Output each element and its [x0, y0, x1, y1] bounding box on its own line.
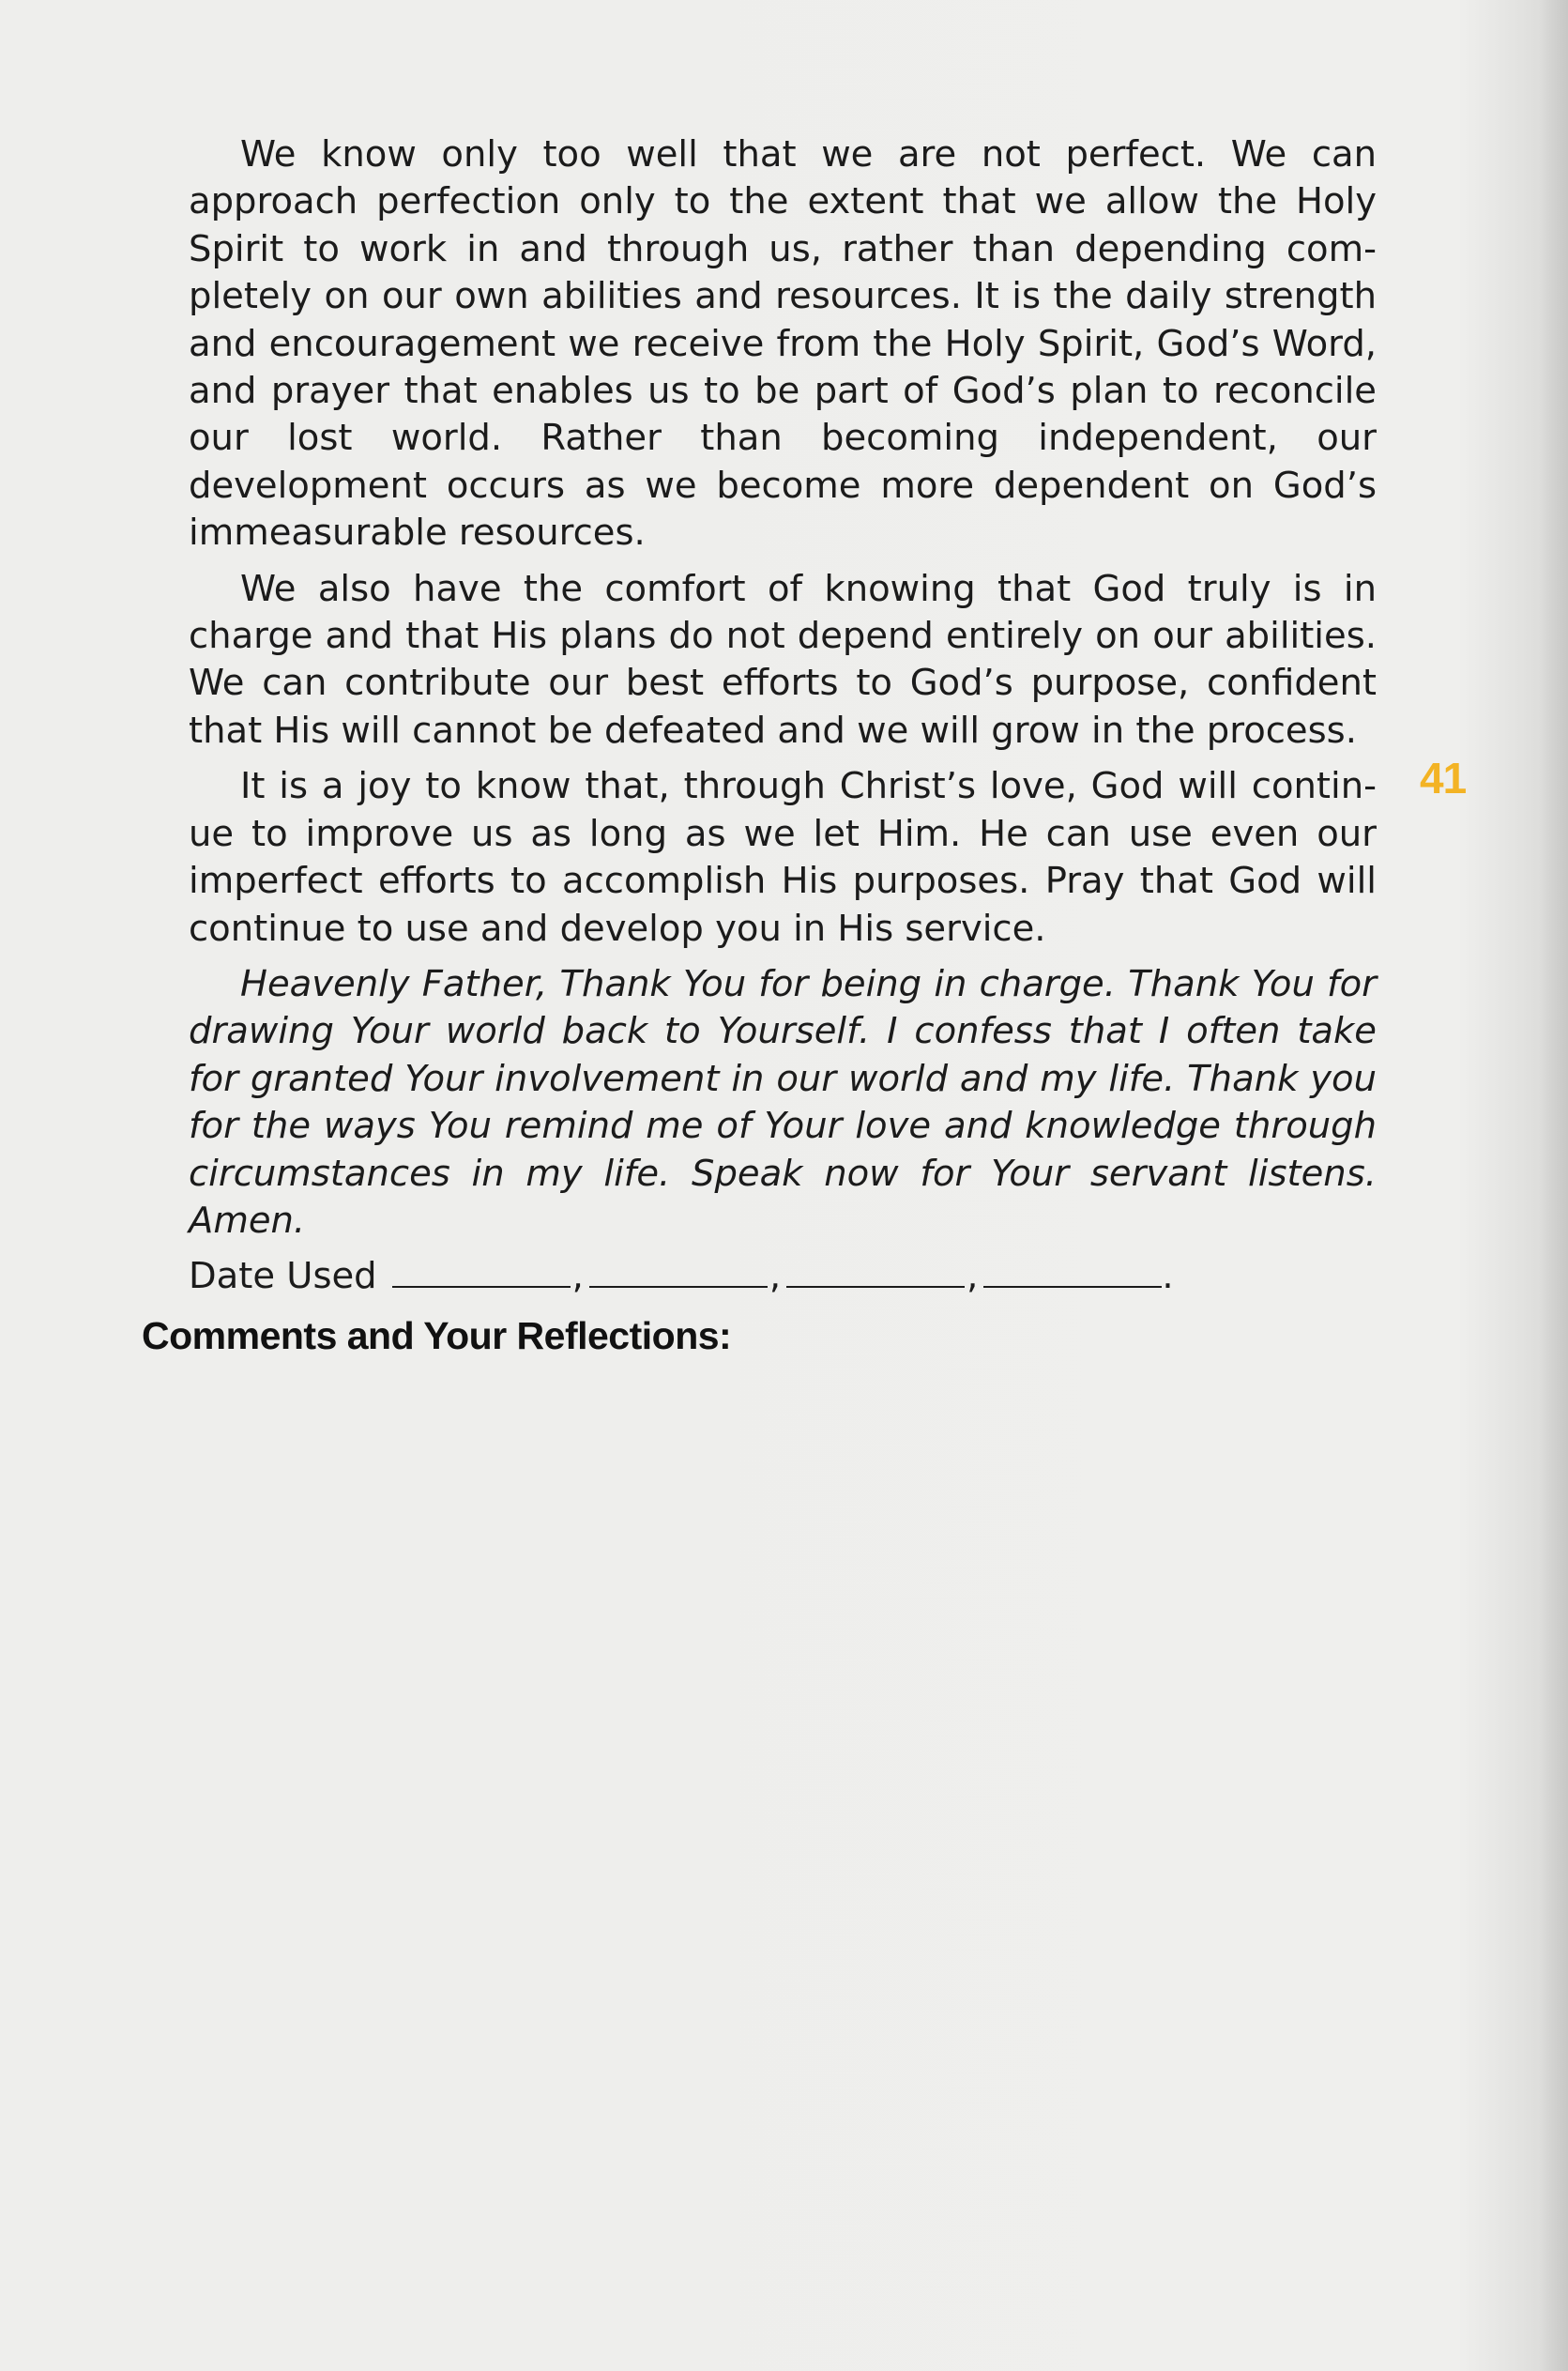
page-edge-shadow	[1540, 0, 1568, 2371]
date-separator-1: ,	[571, 1255, 584, 1298]
date-used-line	[189, 1253, 1377, 1300]
date-separator-2: ,	[769, 1255, 782, 1298]
date-blank-4[interactable]	[983, 1254, 1162, 1288]
comments-heading: Comments and Your Reflections:	[142, 1314, 732, 1357]
date-used-label: Date Used	[189, 1255, 377, 1298]
date-blank-3[interactable]	[786, 1254, 965, 1288]
date-blank-2[interactable]	[589, 1254, 768, 1288]
date-terminator: .	[1162, 1255, 1174, 1298]
date-separator-3: ,	[967, 1255, 979, 1298]
prayer-paragraph: Heavenly Father, Thank You for being in charge. Thank You for drawing Your world back to Yourself. I confess that I often take for granted Your involvement in our world and my life. Thank you for the ways You remind me of Your love and knowledge through circumstances in my life. Speak now for Your servant listens. Amen.	[189, 962, 1377, 1242]
body-text	[189, 131, 1377, 1301]
paragraph-3: It is a joy to know that, through Christ’s love, God will continue to improve us as long as we let Him. He can use even our imperfect efforts to accomplish His purposes. Pray that God will continue to use and develop you in His service.	[189, 765, 1377, 950]
paragraph-2: We also have the comfort of knowing that God truly is in charge and that His plans do not depend entirely on our abilities. We can contribute our best efforts to God’s purpose, confident that His will cannot be defeated and we will grow in the process.	[189, 567, 1377, 752]
paragraph-1: We know only too well that we are not perfect. We can approach perfection only to the extent that we allow the Holy Spirit to work in and through us, rather than depending completely on our own abilities and resources. It is the daily strength and encouragement we receive from the Holy Spirit, God’s Word, and prayer that enables us to be part of God’s plan to reconcile our lost world. Rather than becoming independent, our development occurs as we become more dependent on God’s immeasurable resources.	[189, 133, 1377, 555]
page-number: 41	[1420, 754, 1467, 803]
date-blank-1[interactable]	[392, 1254, 571, 1288]
